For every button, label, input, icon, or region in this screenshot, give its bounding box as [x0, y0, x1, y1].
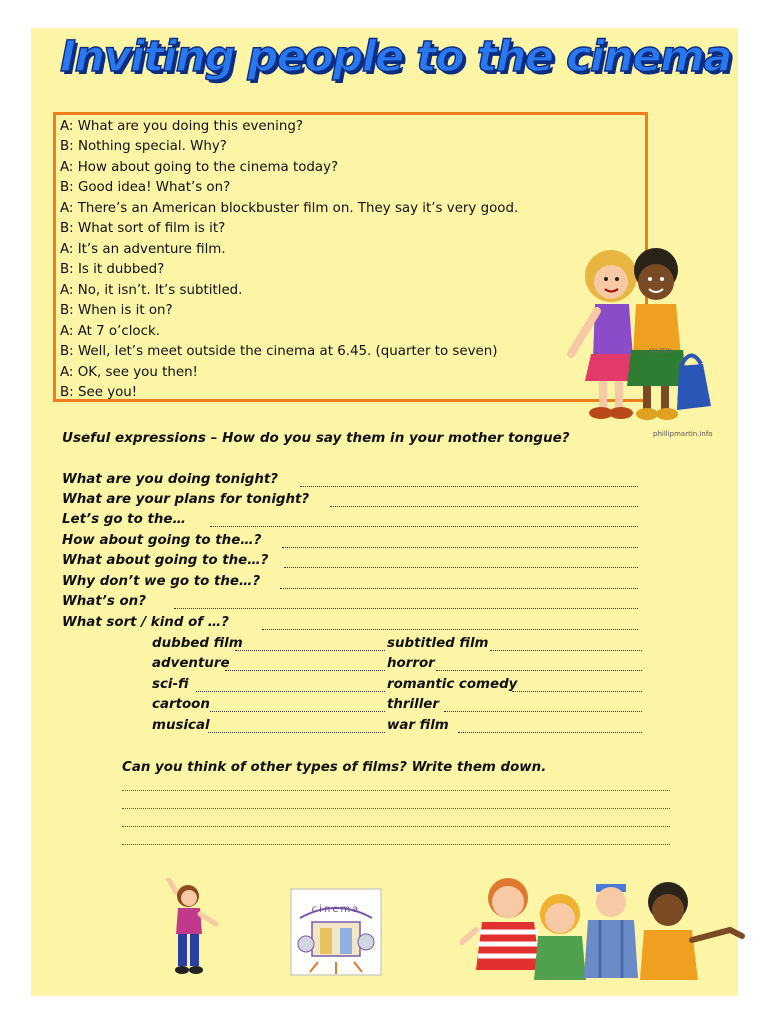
film-type: cartoon — [152, 697, 210, 712]
answer-line — [330, 506, 638, 507]
answer-line — [458, 732, 642, 733]
dialogue-line: B: Is it dubbed? — [60, 262, 165, 277]
dialogue-line: A: It’s an adventure film. — [60, 242, 226, 257]
dialogue-line: B: Well, let’s meet outside the cinema at 6.45. (quarter to seven) — [60, 344, 498, 359]
answer-line — [444, 711, 642, 712]
film-type: adventure — [152, 656, 230, 671]
useful-expressions-heading: Useful expressions – How do you say them in your mother tongue? — [62, 430, 570, 446]
dialogue-line: A: OK, see you then! — [60, 365, 198, 380]
film-type: musical — [152, 718, 210, 733]
answer-line — [282, 547, 638, 548]
expression-item: How about going to the…? — [62, 533, 262, 548]
answer-line — [284, 567, 638, 568]
dialogue-line: B: What sort of film is it? — [60, 221, 226, 236]
answer-line — [196, 691, 385, 692]
cinema-sign-illustration — [290, 888, 382, 978]
expression-item: Why don’t we go to the…? — [62, 574, 261, 589]
other-films-question: Can you think of other types of films? Write them down. — [122, 760, 547, 775]
dialogue-line: B: When is it on? — [60, 303, 173, 318]
cinema-sign-text: cinema — [311, 904, 361, 915]
film-type: dubbed film — [152, 636, 243, 651]
dialogue-line: B: Nothing special. Why? — [60, 139, 227, 154]
credit-text: phillipmartin.info — [653, 430, 713, 438]
writing-line — [122, 790, 670, 791]
svg-text:MARTIN: MARTIN — [649, 348, 672, 355]
answer-line — [235, 650, 385, 651]
writing-line — [122, 826, 670, 827]
dialogue-line: B: Good idea! What’s on? — [60, 180, 231, 195]
answer-line — [208, 732, 385, 733]
expression-item: What are your plans for tonight? — [62, 492, 310, 507]
film-type: thriller — [387, 697, 439, 712]
answer-line — [174, 608, 638, 609]
film-type: horror — [387, 656, 435, 671]
kids-group-illustration — [460, 870, 745, 990]
answer-line — [436, 670, 642, 671]
waving-girl-illustration — [158, 878, 228, 978]
dialogue-line: A: There’s an American blockbuster film on. They say it’s very good. — [60, 201, 519, 216]
answer-line — [225, 670, 385, 671]
dialogue-line: A: How about going to the cinema today? — [60, 160, 339, 175]
answer-line — [280, 588, 638, 589]
writing-line — [122, 844, 670, 845]
expression-item: Let’s go to the… — [62, 512, 186, 527]
answer-line — [210, 526, 638, 527]
dialogue-line: A: At 7 o’clock. — [60, 324, 160, 339]
film-type: sci-fi — [152, 677, 189, 692]
expression-item: What sort / kind of …? — [62, 615, 229, 630]
answer-line — [490, 650, 642, 651]
expression-item: What about going to the…? — [62, 553, 269, 568]
answer-line — [300, 486, 638, 487]
film-type: war film — [387, 718, 449, 733]
answer-line — [262, 629, 638, 630]
film-type: subtitled film — [387, 636, 489, 651]
dialogue-line: A: What are you doing this evening? — [60, 119, 303, 134]
film-type: romantic comedy — [387, 677, 518, 692]
dialogue-line: A: No, it isn’t. It’s subtitled. — [60, 283, 243, 298]
answer-line — [512, 691, 642, 692]
writing-line — [122, 808, 670, 809]
two-girls-illustration — [563, 246, 733, 446]
answer-line — [210, 711, 385, 712]
page-title: Inviting people to the cinema — [60, 32, 731, 82]
expression-item: What’s on? — [62, 594, 146, 609]
dialogue-line: B: See you! — [60, 385, 138, 400]
expression-item: What are you doing tonight? — [62, 472, 279, 487]
